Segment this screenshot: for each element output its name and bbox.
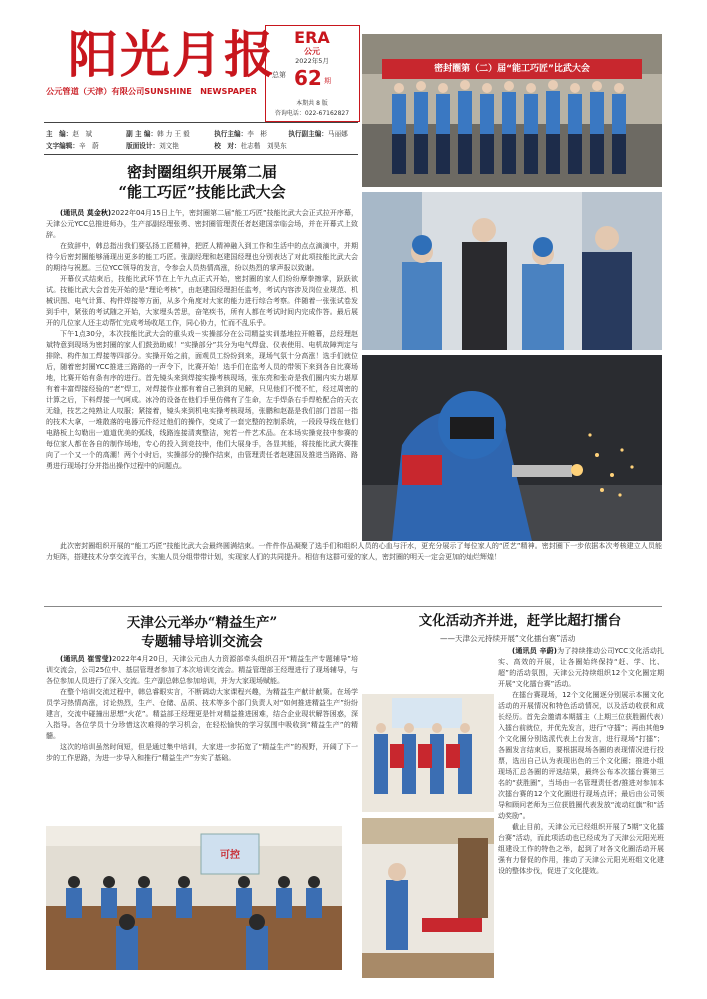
article1-title-line2: “能工巧匠”技能比武大会	[118, 183, 286, 201]
staff-label: 校 对：	[214, 142, 241, 150]
article2-body	[46, 654, 358, 822]
era-logo-sub: 公元	[304, 47, 320, 56]
article2-title-line2: 专题辅导培训交流会	[141, 634, 263, 650]
article3-body	[498, 646, 664, 982]
staff-value: 辛 蔚	[78, 142, 99, 150]
article1-body-bottom	[46, 541, 662, 603]
issue-suffix: 期	[324, 77, 331, 85]
staff-row-2	[46, 140, 358, 152]
article1-p4: 下午1点30分，本次技能比武大会的重头戏－实操部分在公司精益实训基地拉开帷幕，总经理赵斌特意到现场为密封圈的家人们鼓劲助威！“实操部分”共分为电气焊盘、仪表使用、电机故障判定与排除、构件加工焊接等四部分。实操开始之前，面观员工纷纷到来，现场气氛十分高涨！选手们就位后，随着密封圈YCC推进三路路的一声令下，比赛开始！选手们在监考人员的带领下来到各自比赛场地，比赛开始有条有序的进行。首先镜头来到焊接实操考核现场，张东亮和张奇是我们圈内实力堪厚有着丰富焊接经验的“老”焊工，对焊接作业都有着自己独到的见解，只见他们不慌不忙，经过周密的计算之后，下料焊接一气呵成。冰冷的设备在他们手里仿佛有了生命，左手焊条右手焊枪配合的天衣无缝，技艺之纯熟让人叹服；紧接着，镜头来到机电实操考核现场，张鹏和赵磊是我们部门首屈一指的技术大拿，一堆散落的电器元件经过他们的操作，变成了一套完整的控制系统，一段段导线在他们电路板上勾勒出一道道优美的弧线，线路连接清爽整洁，宛若一件艺术品。在本场实操竞技中参赛的每位家人都在各自的制作场地，专心的投入到竞技中，他们大展身手，各显其能，将技能比武大赛推向了一个又一个的高潮！两个小时后，实操部分的操作结束，由管理责任者赵建国及推进当路路、路勇进行现场打分并指出操作过程中的问题点。	[46, 330, 358, 470]
article2-paragraph	[46, 654, 358, 687]
staff-label: 执行副主编：	[288, 130, 328, 138]
photo-speaker	[362, 818, 494, 978]
issue-date: 2022年5月	[295, 57, 329, 65]
staff-label: 版面设计：	[126, 142, 160, 150]
photo-welding	[362, 355, 662, 541]
photo-award-ceremony	[362, 694, 494, 812]
newspaper-logo: 阳光月报	[68, 25, 276, 84]
staff-value: 韩 力 王 毅	[157, 130, 190, 138]
staff-label: 文字编辑：	[46, 142, 79, 150]
staff-label: 副 主 编：	[126, 130, 158, 138]
article3-p2: 在擂台赛现场，12个文化圈逐分别展示本圈文化活动的开展情况和特色活动情况，以及活动收获和成长经历。首先会邀请本期擂主（上期三位获胜圈代表）入擂台前就位，并优先发言，进行“守擂”；再由其他9个文化圈分别选派代表上台发言，进行现场“打擂”；各圈发言结束后，要根据现场各圈的表现情况进行投票，选出自己认为表现出色的三个文化圈；推进小组现场汇总各圈的评选结果，最终公布本次擂台赛第三名的“获胜圈”，当场由一名管理责任者/推进对参加本次擂台赛的12个文化圈进行现场点评；最后由公司领导和顾问老师为三位获胜圈代表发放“流动红旗”和“活动奖励”。	[498, 691, 664, 820]
article3-p3: 截止目前，天津公元已经组织开展了5期“文化擂台赛”活动，而此项活动也已经成为了天津公元阳光班组建设工作的特色之举，起到了对各文化圈活动开展强有力督促的作用，推动了天津公元阳光班组文化建设的整体步伐，促进了文化提效。	[498, 823, 664, 875]
article1-title	[46, 162, 358, 202]
staff-value: 刘文艳	[159, 142, 179, 150]
photo-group-award	[362, 34, 662, 187]
staff-label: 执行主编：	[214, 130, 248, 138]
article2-p2: 在整个培训交流过程中，韩总睿眼实言，不断调动大家课程兴趣，为精益生产献计献策。在场学员学习热情高涨，讨论热烈，生产、仓储、品质、技术等多个部门负责人对“如何推进精益生产”纷纷建言，交流中碰撞出思想“火花”。精益部王经理更是针对精益推进困难，结合企业现状解答困惑，深入指导。各位学员十分珍惜这次难得的学习机会，在轻松愉快的学习氛围中吸收到“精益生产”的精髓。	[46, 688, 358, 740]
article1-p3: 开幕仪式结束后，技能比武环节在上午九点正式开始，密封圈的家人们纷纷摩拳擦掌，跃跃欲试。技能比武大会首先开始的是“理论考核”，由赵建国经理担任监考，考试内容涉及岗位业规范、机械识图、电气计算、构件焊接等方面，从多个角度对大家的能力进行综合考察。伴随着一张张试卷发到手中，紧张的考试随之开始，大家埋头苦思，奋笔疾书，所有人都在考试时间内完成作答。最后展开的几位家人还主动帮忙完成考场收尾工作，同心协力，忙而不乱乐乎。	[46, 275, 358, 327]
article2-title	[46, 614, 358, 652]
staff-value: 李 彬	[247, 130, 267, 138]
article2-byline: (通讯员 崔雪莹)	[60, 655, 112, 663]
photo-training	[46, 826, 342, 970]
article2-title-line1: 天津公元举办“精益生产”	[126, 615, 278, 631]
issue-total-label: 总第	[272, 71, 286, 79]
issue-number: 62	[294, 66, 322, 90]
photo-welding-image	[362, 355, 662, 541]
issue-info-box	[265, 25, 360, 122]
article3-paragraph	[498, 646, 664, 690]
photo-training-image	[46, 826, 342, 970]
article3-subtitle: ——天津公元持续开展“文化擂台赛”活动	[440, 634, 576, 643]
article3-title: 文化活动齐并进，赶学比超打擂台	[418, 613, 622, 629]
section-rule	[44, 606, 662, 607]
photo-screen-text: 可控	[220, 850, 240, 861]
article1-p5: 此次密封圈组织开展的“能工巧匠”技能比武大会最终圆满结束。一件件作品凝聚了选手们和组织人员的心血与汗水，更充分展示了每位家人的“匠艺”精神。密封圈下一步依据本次考核建立人员能力矩阵，搭建技术分享交流平台，实施人员分组带带计划，实现家人们的共同提升。相信有这群可爱的家人，密封圈的明天一定会更加的灿烂辉煌！	[46, 542, 662, 561]
photo-group-award-image	[362, 34, 662, 187]
article1-p2: 在致辞中，韩总指出我们要弘扬工匠精神，把匠人精神融入到工作和生活中的点点滴滴中，并期待今后密封圈能够涌现出更多的能工巧匠。张副经理和赵建国经理也分别表达了对此项技能比武大会的期待与祝愿。三位YCC领导的发言，令参会人员热情高涨，纷以热烈的掌声报以致谢。	[46, 242, 358, 272]
staff-value: 马丽娜	[327, 130, 348, 138]
article3-byline: (通讯员 辛蔚)	[512, 647, 557, 655]
staff-value: 赵 斌	[72, 130, 93, 138]
article1-paragraph	[46, 208, 358, 241]
masthead-rule	[44, 122, 358, 123]
article1-byline: (通讯员 莫金秋)	[60, 209, 112, 217]
staff-row-1	[46, 128, 358, 140]
staff-label: 主 编：	[46, 130, 73, 138]
staff-list	[46, 128, 358, 152]
staff-rule	[44, 154, 358, 155]
photo-inspection-image	[362, 192, 662, 350]
photo-award-ceremony-image	[362, 694, 494, 812]
photo-speaker-image	[362, 818, 494, 978]
photo-inspection	[362, 192, 662, 350]
photo-banner-text: 密封圈第（二）届“能工巧匠”比武大会	[434, 64, 590, 74]
article1-body-left	[46, 208, 358, 580]
article2-p3: 这次的培训虽然时间短，但是通过集中培训，大家进一步拓宽了“精益生产”的视野，开阔了下一步的工作思路，为进一步导入和推行“精益生产”夯实了基础。	[46, 743, 358, 762]
era-logo	[278, 29, 346, 55]
article1-p1: 2022年04月15日上午，密封圈第二届“能工巧匠”技能比武大会正式拉开序幕，天津公元YCC总推进师办，生产部副经理张勇、密封圈管理责任者赵建国亲临会场，并在开幕式上致辞。	[46, 209, 358, 239]
staff-value: 杜志楷 刘昊东	[240, 142, 287, 150]
issue-pages: 本期共 8 版	[296, 100, 328, 107]
contact-phone: 咨询电话：022-67162827	[274, 110, 350, 117]
era-logo-text: ERA	[294, 28, 330, 47]
article2-p1: 2022年4月20日，天津公元由人力资源部牵头组织召开“精益生产专题辅导”培训交流会，公司25位中、基层管理者参加了本次培训交流会。精益管理部王经理进行了现场辅导，与各位参加人员进行了深入交流。生产副总韩总参加培训，并为大家现场赋能。	[46, 655, 358, 685]
company-name: 公元管道（天津）有限公司SUNSHINE NEWSPAPER	[46, 86, 257, 96]
article3-p1: 为了持续推动公司YCC文化活动扎实、高效的开展，让各圈始终保持“赶、学、比、超”的活动氛围，天津公元持续组织12个文化圈定期开展“文化擂台赛”活动。	[498, 647, 664, 688]
article1-title-line1: 密封圈组织开展第二届	[126, 163, 277, 181]
